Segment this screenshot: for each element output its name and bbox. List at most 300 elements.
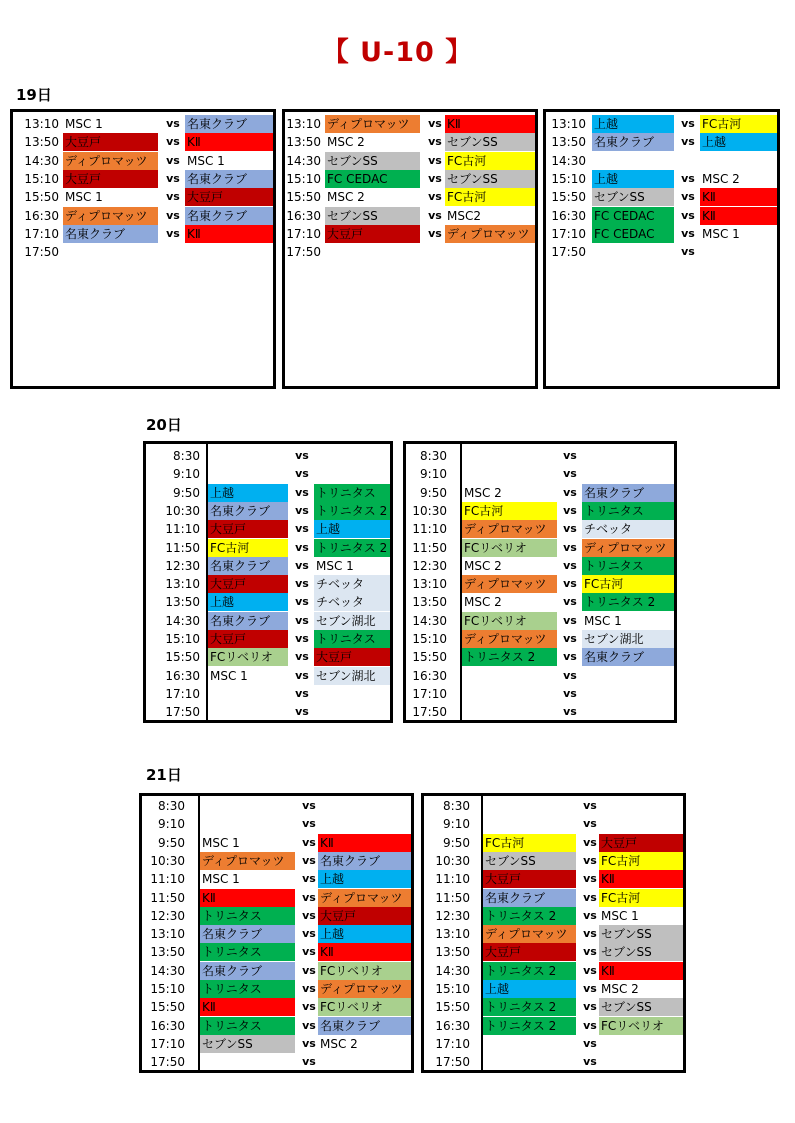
match-row [142,943,411,961]
match-time: 15:50 [24,190,59,205]
match-time: 9:10 [173,467,200,482]
away-team [318,797,413,815]
away-team: KⅡ [599,870,685,888]
vs-label: vs [302,799,316,812]
home-team: ディプロマッツ [200,852,295,870]
away-team: FC古河 [599,889,685,907]
vs-label: vs [681,245,695,259]
home-team [592,243,674,261]
match-time: 17:10 [286,226,321,241]
match-time: 16:30 [24,208,59,223]
away-team: MSC 1 [584,613,622,628]
away-team: セブン湖北 [314,667,393,685]
home-team [63,243,158,261]
match-time: 13:10 [412,577,447,592]
match-row [546,188,777,206]
match-time: 16:30 [286,208,321,223]
home-team [208,685,288,703]
match-time: 13:10 [551,117,586,131]
home-team [208,465,288,483]
match-time: 11:10 [435,872,470,887]
away-team: 名東クラブ [318,852,413,870]
match-row [142,925,411,943]
home-team: ディプロマッツ [63,152,158,170]
vs-label: vs [295,705,309,719]
vs-label: vs [583,982,597,995]
vs-label: vs [166,208,180,222]
schedule-panel [143,441,393,723]
match-row [142,907,411,925]
vs-label: vs [295,613,309,627]
home-team: ディプロマッツ [325,115,420,133]
vs-label: vs [563,613,577,627]
home-team: 名東クラブ [483,889,576,907]
home-team: 名東クラブ [208,502,288,520]
vs-label: vs [563,577,577,591]
home-team: 名東クラブ [63,225,158,243]
away-team: セブン湖北 [582,630,677,648]
match-time: 12:30 [150,908,185,923]
away-team: 名東クラブ [318,1017,413,1035]
match-row [285,243,535,261]
match-time: 14:30 [435,963,470,978]
match-time: 9:10 [443,817,470,832]
match-time: 9:10 [158,817,185,832]
match-time: 17:50 [551,245,586,260]
home-team: 名東クラブ [208,557,288,575]
match-row [13,188,273,206]
away-team: FCリベリオ [599,1017,685,1035]
match-time: 16:30 [435,1018,470,1033]
match-time: 15:10 [150,982,185,996]
vs-label: vs [428,153,442,167]
vs-label: vs [583,835,597,849]
away-team [445,243,537,261]
match-time: 17:10 [435,1036,470,1051]
home-team: ディプロマッツ [63,207,158,225]
schedule-panel [421,793,686,1073]
home-team: トリニタス [200,1017,295,1035]
vs-label: vs [583,927,597,941]
vs-label: vs [295,595,309,609]
home-team [483,797,576,815]
home-team [462,667,557,685]
away-team: 名東クラブ [185,207,275,225]
away-team: MSC 1 [601,908,639,923]
match-time: 15:10 [24,171,59,186]
match-time: 11:10 [165,522,200,537]
match-time: 16:30 [551,208,586,223]
vs-label: vs [583,1000,597,1014]
match-row [146,630,390,648]
match-time: 17:10 [150,1036,185,1051]
match-time: 15:50 [286,190,321,205]
match-row [406,502,674,520]
match-row [424,1035,683,1053]
away-team: 名東クラブ [185,115,275,133]
vs-label: vs [295,558,309,572]
home-team: FCリベリオ [208,648,288,666]
home-team: FCリベリオ [462,612,557,630]
match-time: 13:50 [165,595,200,610]
vs-label: vs [563,449,577,462]
match-row [142,797,411,815]
match-row [142,1017,411,1035]
match-row [406,465,674,483]
away-team: トリニタス [314,484,393,502]
away-team [700,152,780,170]
match-row [406,575,674,593]
vs-label: vs [302,853,316,867]
away-team [599,797,685,815]
match-time: 9:50 [158,835,185,850]
match-time: 13:10 [286,117,321,131]
match-time: 17:50 [24,245,59,260]
day-label: 21日 [146,766,182,784]
away-team: MSC 2 [320,1036,358,1051]
away-team: KⅡ [185,225,275,243]
vs-label: vs [166,135,180,149]
match-time: 10:30 [150,853,185,868]
home-team: 大豆戸 [63,133,158,151]
home-team [208,703,288,721]
home-team: トリニタス [200,980,295,998]
away-team: セブンSS [599,925,685,943]
match-time: 9:50 [443,835,470,850]
vs-label: vs [302,872,316,886]
away-team: ディプロマッツ [445,225,537,243]
vs-label: vs [583,799,597,812]
away-team: ディプロマッツ [318,889,413,907]
away-team [582,685,677,703]
home-team [200,815,295,833]
vs-label: vs [563,540,577,554]
vs-label: vs [295,650,309,664]
match-time: 14:30 [412,613,447,628]
match-time: 15:10 [286,171,321,186]
vs-label: vs [166,190,180,204]
match-row [424,980,683,998]
match-row [406,703,674,721]
home-team [325,243,420,261]
match-time: 15:10 [412,632,447,646]
match-row [406,648,674,666]
home-team: 上越 [208,593,288,611]
match-time: 15:10 [165,632,200,646]
vs-label: vs [428,226,442,240]
vs-label: vs [302,1036,316,1050]
vs-label: vs [583,872,597,886]
vs-label: vs [681,135,695,149]
match-row [285,152,535,170]
away-team: MSC2 [447,208,481,223]
away-team: 名東クラブ [185,170,275,188]
vs-label: vs [563,522,577,536]
vs-label: vs [563,558,577,572]
vs-label: vs [295,668,309,682]
match-time: 17:10 [412,686,447,701]
match-row [285,188,535,206]
vs-label: vs [583,963,597,977]
match-time: 14:30 [24,153,59,168]
home-team [592,152,674,170]
home-team: トリニタス 2 [483,1017,576,1035]
home-team: 大豆戸 [325,225,420,243]
home-team: FC CEDAC [325,170,420,188]
home-team: MSC 1 [210,668,248,683]
match-row [142,980,411,998]
home-team: セブンSS [325,207,420,225]
match-time: 15:50 [551,190,586,205]
home-team: MSC 2 [464,485,502,500]
vs-label: vs [302,963,316,977]
match-time: 11:10 [412,522,447,537]
away-team: トリニタス [314,630,393,648]
match-row [424,998,683,1016]
match-time: 13:10 [165,577,200,592]
away-team: 上越 [318,925,413,943]
vs-label: vs [563,503,577,517]
away-team: トリニタス 2 [314,502,393,520]
away-team [314,703,393,721]
home-team: FC CEDAC [592,225,674,243]
match-row [424,925,683,943]
away-team: 大豆戸 [318,907,413,925]
match-time: 8:30 [158,799,185,813]
vs-label: vs [583,817,597,831]
match-row [142,870,411,888]
away-team: KⅡ [318,834,413,852]
home-team: 大豆戸 [208,520,288,538]
vs-label: vs [302,817,316,831]
match-time: 12:30 [165,558,200,573]
match-row [142,834,411,852]
away-team: FC古河 [599,852,685,870]
away-team [582,703,677,721]
vs-label: vs [166,226,180,240]
match-row [424,962,683,980]
away-team: トリニタス [582,502,677,520]
vs-label: vs [681,117,695,130]
away-team [314,685,393,703]
vs-label [674,152,702,170]
match-time: 14:30 [551,153,586,168]
match-time: 14:30 [150,963,185,978]
away-team: MSC 1 [316,558,354,573]
away-team: チベッタ [582,520,677,538]
match-time: 9:50 [173,485,200,500]
vs-label: vs [295,686,309,700]
vs-label: vs [302,1000,316,1014]
match-row [546,152,777,170]
vs-label: vs [302,927,316,941]
match-time: 17:50 [286,245,321,260]
match-time: 13:10 [24,117,59,131]
vs-label: vs [428,208,442,222]
match-row [146,612,390,630]
match-row [424,797,683,815]
match-time: 13:50 [24,135,59,150]
match-row [146,575,390,593]
home-team [462,447,557,465]
match-row [146,667,390,685]
home-team: 大豆戸 [483,870,576,888]
away-team [582,667,677,685]
match-row [142,962,411,980]
away-team: MSC 1 [702,226,740,241]
match-row [424,943,683,961]
away-team [599,1035,685,1053]
home-team: ディプロマッツ [462,520,557,538]
vs-label: vs [166,117,180,130]
vs-label: vs [681,226,695,240]
match-row [142,1035,411,1053]
match-row [146,685,390,703]
away-team [185,243,275,261]
vs-label: vs [295,577,309,591]
match-time: 16:30 [150,1018,185,1033]
match-row [546,225,777,243]
home-team: MSC 2 [464,595,502,610]
vs-label [158,243,188,261]
vs-label: vs [428,117,442,130]
vs-label: vs [583,890,597,904]
vs-label: vs [295,503,309,517]
away-team: 上越 [314,520,393,538]
match-row [406,630,674,648]
match-time: 15:50 [150,1000,185,1015]
away-team: 大豆戸 [314,648,393,666]
match-row [142,998,411,1016]
match-time: 17:50 [435,1055,470,1070]
away-team [314,465,393,483]
home-team: FCリベリオ [462,539,557,557]
vs-label: vs [295,485,309,499]
match-row [13,152,273,170]
match-row [406,447,674,465]
home-team: FC古河 [208,539,288,557]
home-team: 名東クラブ [200,962,295,980]
vs-label: vs [681,208,695,222]
match-row [146,557,390,575]
match-time: 9:50 [420,485,447,500]
vs-label: vs [563,668,577,682]
vs-label: vs [166,153,180,167]
away-team: 大豆戸 [185,188,275,206]
away-team: MSC 2 [702,171,740,186]
away-team [599,1053,685,1071]
match-time: 13:10 [150,927,185,942]
away-team: KⅡ [700,207,780,225]
home-team: MSC 2 [327,135,365,150]
vs-label: vs [295,522,309,536]
home-team: セブンSS [325,152,420,170]
home-team: ディプロマッツ [462,575,557,593]
away-team: チベッタ [314,593,393,611]
vs-label: vs [583,1055,597,1069]
match-row [406,520,674,538]
home-team: セブンSS [200,1035,295,1053]
home-team: 上越 [483,980,576,998]
home-team: MSC 1 [202,872,240,887]
match-row [146,648,390,666]
match-time: 8:30 [443,799,470,813]
match-time: 11:10 [150,872,185,887]
match-time: 17:10 [551,226,586,241]
vs-label: vs [681,171,695,185]
match-row [285,225,535,243]
vs-label: vs [563,650,577,664]
match-row [13,170,273,188]
away-team: セブンSS [599,943,685,961]
home-team: ディプロマッツ [462,630,557,648]
match-time: 14:30 [286,153,321,168]
away-team: 上越 [700,133,780,151]
vs-label: vs [681,190,695,204]
match-row [424,870,683,888]
home-team: 名東クラブ [592,133,674,151]
home-team: MSC 1 [65,117,103,131]
vs-label: vs [302,982,316,995]
match-row [146,502,390,520]
away-team: FC古河 [582,575,677,593]
home-team: 上越 [592,115,674,133]
vs-label: vs [563,485,577,499]
match-row [146,703,390,721]
away-team: FC古河 [700,115,780,133]
away-team [318,1053,413,1071]
vs-label: vs [583,1036,597,1050]
home-team: 上越 [208,484,288,502]
vs-label: vs [302,1018,316,1032]
match-time: 16:30 [165,668,200,683]
match-row [546,170,777,188]
match-row [13,133,273,151]
away-team: セブンSS [445,170,537,188]
home-team: MSC 1 [65,190,103,205]
vs-label: vs [428,135,442,149]
home-team: MSC 2 [464,558,502,573]
match-time: 10:30 [435,853,470,868]
home-team: FC古河 [462,502,557,520]
away-team [582,465,677,483]
away-team [582,447,677,465]
home-team: KⅡ [200,889,295,907]
home-team [462,703,557,721]
match-row [146,520,390,538]
match-row [146,539,390,557]
home-team: トリニタス [200,907,295,925]
match-time: 12:30 [412,558,447,573]
match-time: 13:50 [551,135,586,150]
match-row [424,907,683,925]
vs-label: vs [428,171,442,185]
home-team [200,797,295,815]
day-label: 20日 [146,416,182,434]
match-time: 13:50 [435,945,470,960]
away-team: FC古河 [445,152,537,170]
match-time: 15:50 [412,650,447,665]
vs-label: vs [563,467,577,481]
home-team: セブンSS [483,852,576,870]
away-team [314,447,393,465]
match-time: 9:10 [420,467,447,482]
home-team: 大豆戸 [208,575,288,593]
match-time: 11:50 [165,540,200,555]
home-team: 大豆戸 [63,170,158,188]
match-row [546,133,777,151]
match-time: 10:30 [165,503,200,518]
